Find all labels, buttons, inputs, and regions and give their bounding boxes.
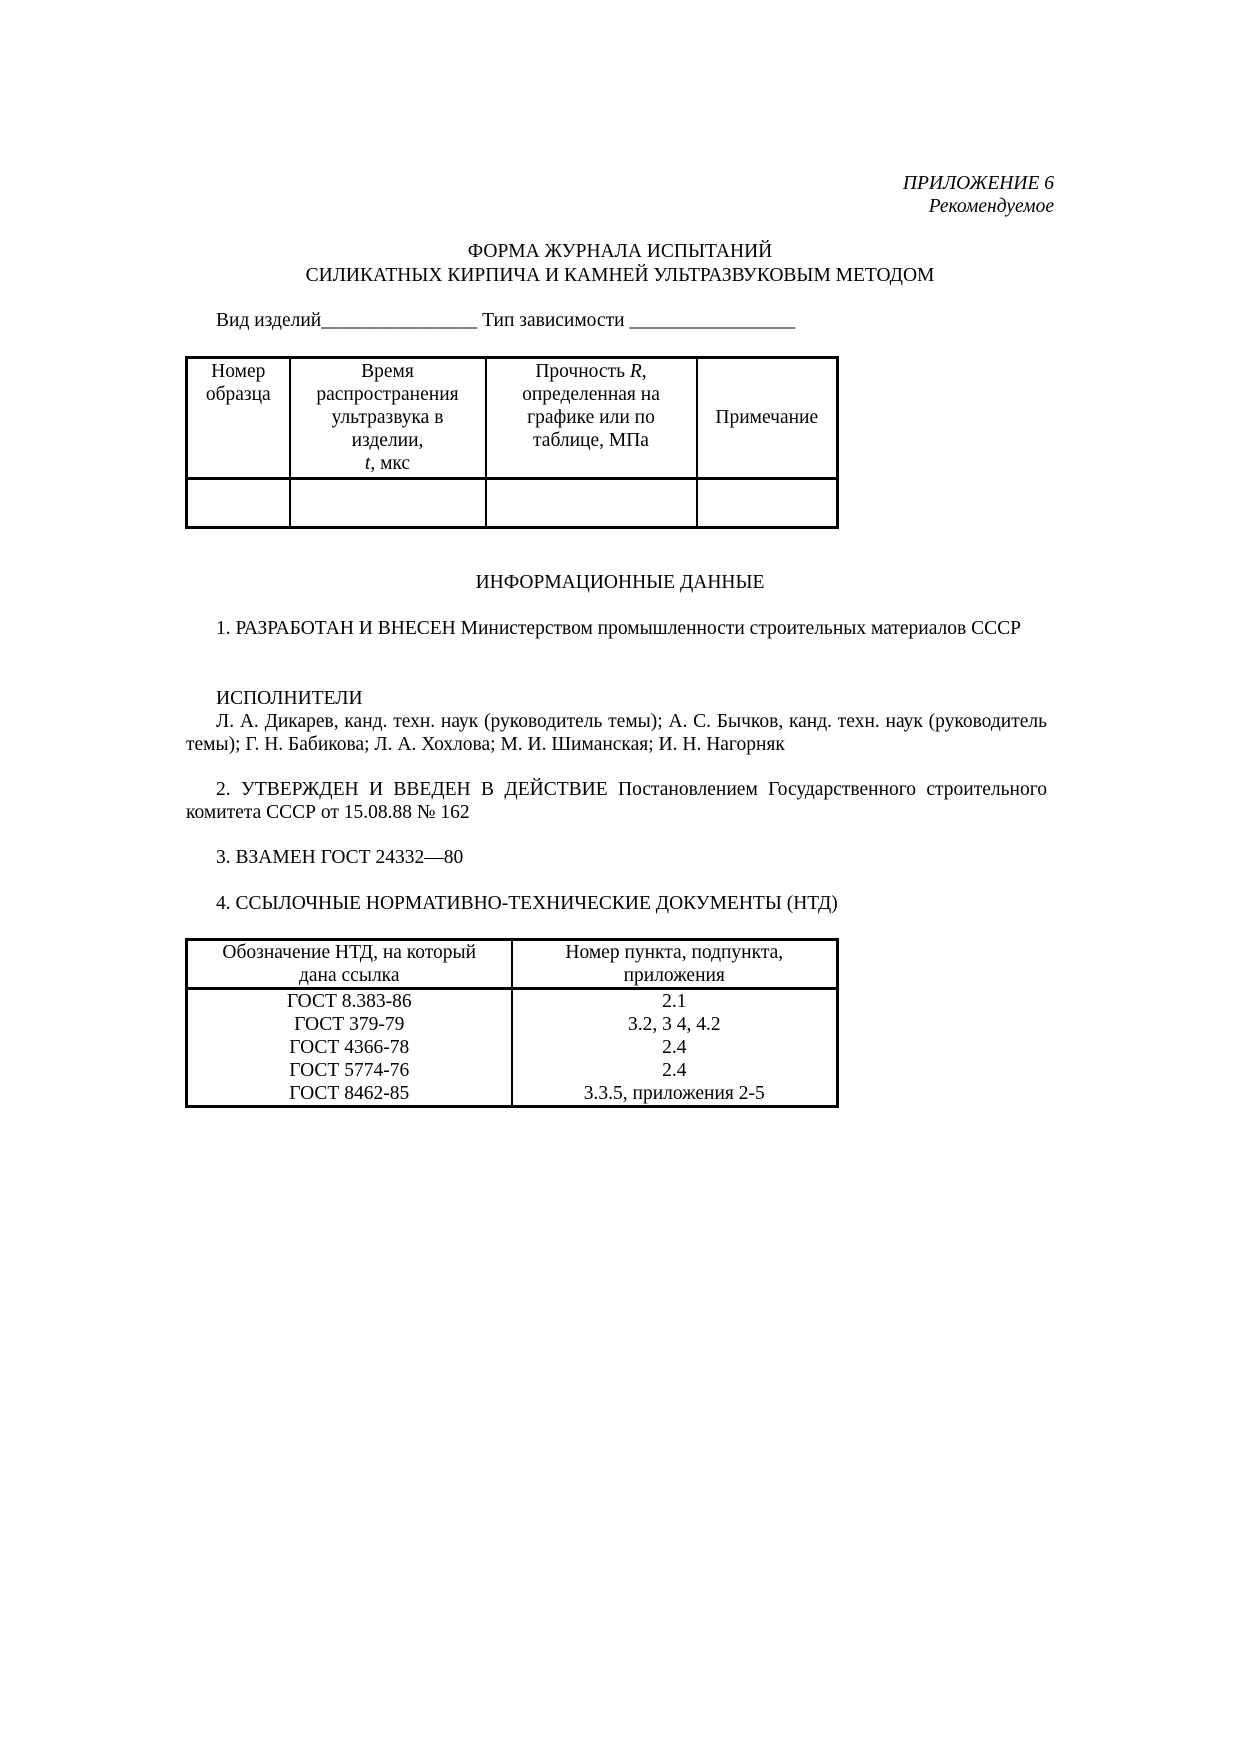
column-strength: Прочность R, определенная на графике или по таблице, МПа	[486, 358, 697, 479]
clause-cell: 2.1	[512, 989, 838, 1014]
column-sample-number: Номер образца	[187, 358, 290, 479]
info-section-title: ИНФОРМАЦИОННЫЕ ДАННЫЕ	[475, 572, 765, 593]
info-item-1: 1. РАЗРАБОТАН И ВНЕСЕН Министерством промышленности строительных материалов СССР	[216, 618, 1021, 639]
dependency-type-blank: _________________	[629, 310, 796, 331]
column-propagation-time: Время распространения ультразвука в изделии, t, мкс	[290, 358, 486, 479]
document-cell: ГОСТ 8462-85	[187, 1082, 512, 1107]
test-log-header-row	[187, 358, 838, 479]
document-cell: ГОСТ 379-79	[187, 1013, 512, 1036]
product-type-label: Вид изделий	[216, 310, 322, 331]
clause-cell: 2.4	[512, 1036, 838, 1059]
document-cell: ГОСТ 8.383-86	[187, 989, 512, 1014]
column-clause-number: Номер пункта, подпункта, приложения	[512, 940, 838, 989]
table-row	[187, 989, 838, 1014]
column-document-designation: Обозначение НТД, на который дана ссылка	[187, 940, 512, 989]
test-log-table	[185, 356, 839, 529]
table-row	[187, 1036, 838, 1059]
strength-symbol: R	[629, 361, 642, 382]
empty-cell	[187, 479, 290, 528]
form-title-line-1: ФОРМА ЖУРНАЛА ИСПЫТАНИЙ	[467, 241, 773, 262]
appendix-subtitle: Рекомендуемое	[928, 196, 1054, 217]
form-fields	[216, 309, 795, 333]
column-note: Примечание	[697, 358, 838, 479]
clause-cell: 3.2, 3 4, 4.2	[512, 1013, 838, 1036]
table-row	[187, 1013, 838, 1036]
clause-cell: 2.4	[512, 1059, 838, 1082]
clause-cell: 3.3.5, приложения 2-5	[512, 1082, 838, 1107]
empty-cell	[290, 479, 486, 528]
appendix-title: ПРИЛОЖЕНИЕ 6	[902, 173, 1054, 194]
info-item-4: 4. ССЫЛОЧНЫЕ НОРМАТИВНО-ТЕХНИЧЕСКИЕ ДОКУМЕНТЫ (НТД)	[216, 893, 838, 914]
form-title-line-2: СИЛИКАТНЫХ КИРПИЧА И КАМНЕЙ УЛЬТРАЗВУКОВЫМ МЕТОДОМ	[305, 265, 935, 286]
form-title	[186, 240, 1054, 288]
document-cell: ГОСТ 5774-76	[187, 1059, 512, 1082]
document-cell: ГОСТ 4366-78	[187, 1036, 512, 1059]
table-row	[187, 1082, 838, 1107]
appendix-header	[903, 172, 1054, 218]
references-table	[185, 938, 839, 1108]
empty-cell	[486, 479, 697, 528]
info-item-3: 3. ВЗАМЕН ГОСТ 24332—80	[216, 847, 464, 868]
references-header-row	[187, 940, 838, 989]
time-symbol: t	[364, 453, 371, 474]
empty-cell	[697, 479, 838, 528]
info-item-2: 2. УТВЕРЖДЕН И ВВЕДЕН В ДЕЙСТВИЕ Постановлением Государственного строительного комитета СССР от 15.08.88 № 162	[186, 779, 1047, 823]
product-type-blank: ________________	[321, 310, 478, 331]
performers-list: Л. А. Дикарев, канд. техн. наук (руководитель темы); А. С. Бычков, канд. техн. наук (руководитель темы); Г. Н. Бабикова; Л. А. Хохлова; М. И. Шиманская; И. Н. Нагорняк	[186, 711, 1047, 755]
test-log-empty-row	[187, 479, 838, 528]
dependency-type-label: Тип зависимости	[482, 310, 625, 331]
table-row	[187, 1059, 838, 1082]
performers-label: ИСПОЛНИТЕЛИ	[216, 688, 363, 709]
